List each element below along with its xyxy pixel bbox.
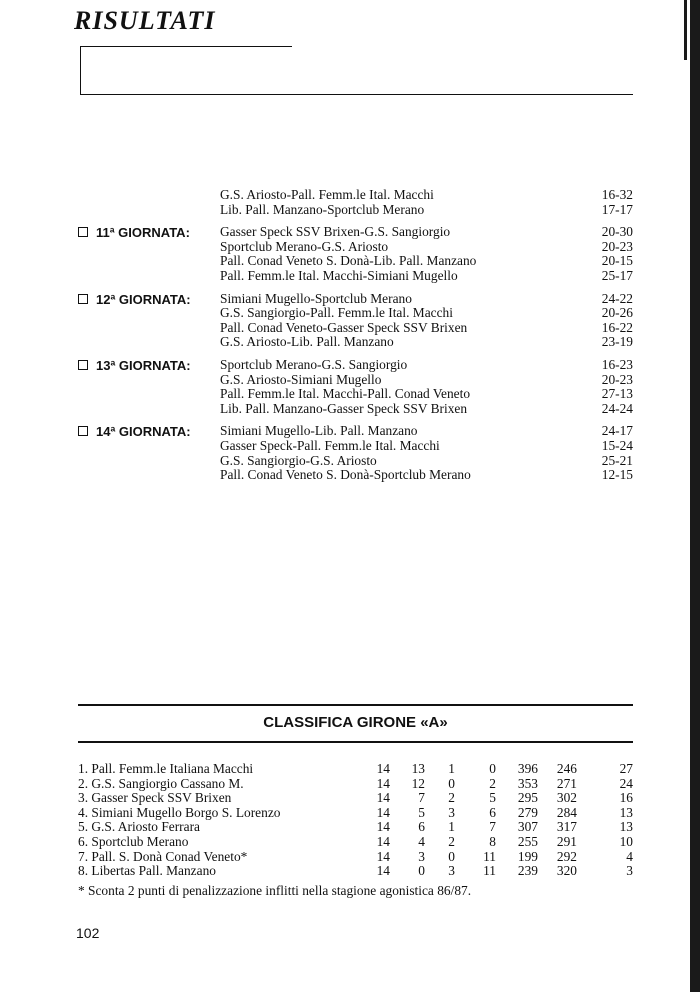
- goals-for: 199: [517, 848, 538, 864]
- match-score: 24-22: [601, 290, 633, 306]
- points: 13: [619, 804, 633, 820]
- draws: 1: [448, 819, 455, 835]
- draws: 0: [448, 775, 455, 791]
- team-name: 1. Pall. Femm.le Italiana Macchi: [78, 761, 254, 776]
- match-row: [78, 321, 633, 336]
- points: 10: [619, 833, 633, 849]
- losses: 7: [489, 819, 496, 835]
- match-teams: G.S. Ariosto-Lib. Pall. Manzano: [220, 334, 394, 350]
- team-name: 8. Libertas Pall. Manzano: [78, 863, 216, 879]
- match-score: 20-23: [601, 371, 633, 387]
- match-teams: Pall. Conad Veneto-Gasser Speck SSV Brixen: [220, 319, 468, 335]
- table-row: [78, 850, 633, 865]
- team-name: 4. Simiani Mugello Borgo S. Lorenzo: [78, 804, 281, 820]
- games-played: 14: [376, 819, 390, 835]
- wins: 0: [418, 863, 425, 879]
- table-row: [78, 762, 633, 777]
- match-row: [78, 358, 633, 373]
- losses: 11: [483, 863, 496, 879]
- round-label-text: 12ª GIORNATA:: [96, 291, 191, 307]
- team-name: 6. Sportclub Merano: [78, 833, 189, 849]
- match-teams: Gasser Speck SSV Brixen-G.S. Sangiorgio: [220, 224, 451, 240]
- standings-header: [78, 704, 633, 743]
- match-row: [78, 306, 633, 321]
- wins: 4: [418, 833, 425, 849]
- match-score: 24-24: [601, 400, 633, 416]
- match-group: [78, 292, 633, 350]
- match-teams: Simiani Mugello-Sportclub Merano: [220, 290, 412, 306]
- match-score: 20-26: [601, 305, 633, 321]
- match-row: [78, 188, 633, 203]
- table-row: [78, 791, 633, 806]
- match-row: [78, 335, 633, 350]
- match-group: [78, 225, 633, 283]
- points: 3: [626, 863, 633, 879]
- draws: 1: [448, 761, 455, 776]
- round-label-text: 11ª GIORNATA:: [96, 225, 190, 241]
- wins: 5: [418, 804, 425, 820]
- match-row: [78, 424, 633, 439]
- table-row: [78, 820, 633, 835]
- losses: 6: [489, 804, 496, 820]
- draws: 0: [448, 848, 455, 864]
- match-row: [78, 254, 633, 269]
- match-teams: G.S. Sangiorgio-G.S. Ariosto: [220, 452, 377, 468]
- team-name: 7. Pall. S. Donà Conad Veneto*: [78, 848, 248, 864]
- team-name: 2. G.S. Sangiorgio Cassano M.: [78, 775, 244, 791]
- match-score: 25-21: [601, 452, 633, 468]
- match-teams: Sportclub Merano-G.S. Sangiorgio: [220, 356, 408, 372]
- match-score: 16-32: [601, 187, 633, 202]
- match-teams: Lib. Pall. Manzano-Sportclub Merano: [220, 201, 425, 217]
- team-name: 5. G.S. Ariosto Ferrara: [78, 819, 200, 835]
- match-row: [78, 454, 633, 469]
- match-score: 12-15: [601, 467, 633, 483]
- points: 13: [619, 819, 633, 835]
- goals-for: 295: [517, 790, 538, 806]
- wins: 13: [411, 761, 425, 776]
- match-group: [78, 188, 633, 217]
- standings-title: CLASSIFICA GIRONE «A»: [263, 714, 448, 731]
- match-score: 24-17: [601, 423, 633, 439]
- wins: 3: [418, 848, 425, 864]
- points: 4: [626, 848, 633, 864]
- goals-for: 239: [517, 863, 538, 879]
- match-score: 15-24: [601, 437, 633, 453]
- losses: 2: [489, 775, 496, 791]
- games-played: 14: [376, 833, 390, 849]
- games-played: 14: [376, 790, 390, 806]
- round-label-text: 13ª GIORNATA:: [96, 357, 191, 373]
- match-score: 25-17: [601, 267, 633, 283]
- team-name: 3. Gasser Speck SSV Brixen: [78, 790, 232, 806]
- draws: 3: [448, 804, 455, 820]
- header-box: [80, 46, 633, 95]
- match-score: 16-22: [601, 319, 633, 335]
- match-score: 20-15: [601, 253, 633, 269]
- match-score: 16-23: [601, 356, 633, 372]
- match-row: [78, 225, 633, 240]
- footnote: * Sconta 2 punti di penalizzazione inflitti nella stagione agonistica 86/87.: [78, 883, 472, 898]
- games-played: 14: [376, 761, 390, 776]
- match-row: [78, 468, 633, 483]
- points: 27: [619, 761, 633, 776]
- goals-against: 291: [556, 833, 577, 849]
- page-title: RISULTATI: [74, 6, 216, 35]
- losses: 8: [489, 833, 496, 849]
- match-row: [78, 373, 633, 388]
- goals-against: 302: [556, 790, 577, 806]
- wins: 7: [418, 790, 425, 806]
- match-group: [78, 424, 633, 482]
- table-row: [78, 806, 633, 821]
- match-group: [78, 358, 633, 416]
- match-score: 20-23: [601, 238, 633, 254]
- draws: 2: [448, 833, 455, 849]
- wins: 6: [418, 819, 425, 835]
- wins: 12: [411, 775, 425, 791]
- match-score: 17-17: [601, 201, 633, 217]
- match-score: 23-19: [601, 334, 633, 350]
- match-row: [78, 387, 633, 402]
- match-score: 27-13: [601, 386, 633, 402]
- draws: 3: [448, 863, 455, 879]
- draws: 2: [448, 790, 455, 806]
- match-teams: Pall. Femm.le Ital. Macchi-Simiani Mugello: [220, 267, 458, 283]
- table-row: [78, 835, 633, 850]
- match-teams: Pall. Conad Veneto S. Donà-Sportclub Merano: [220, 467, 471, 483]
- match-teams: G.S. Sangiorgio-Pall. Femm.le Ital. Macchi: [220, 305, 453, 321]
- match-teams: Simiani Mugello-Lib. Pall. Manzano: [220, 423, 418, 439]
- goals-against: 320: [556, 863, 577, 879]
- page-edge-bar: [690, 0, 700, 992]
- goals-against: 246: [556, 761, 577, 776]
- table-row: [78, 777, 633, 792]
- goals-for: 255: [517, 833, 538, 849]
- match-results: [78, 188, 633, 491]
- match-row: [78, 203, 633, 218]
- match-teams: G.S. Ariosto-Simiani Mugello: [220, 371, 382, 387]
- match-teams: Pall. Conad Veneto S. Donà-Lib. Pall. Manzano: [220, 253, 477, 269]
- games-played: 14: [376, 848, 390, 864]
- games-played: 14: [376, 863, 390, 879]
- page-number: 102: [76, 925, 100, 941]
- table-row: [78, 864, 633, 879]
- points: 16: [619, 790, 633, 806]
- match-row: [78, 402, 633, 417]
- match-teams: Lib. Pall. Manzano-Gasser Speck SSV Brixen: [220, 400, 468, 416]
- match-row: [78, 269, 633, 284]
- match-score: 20-30: [601, 224, 633, 240]
- games-played: 14: [376, 775, 390, 791]
- match-teams: Gasser Speck-Pall. Femm.le Ital. Macchi: [220, 437, 440, 453]
- losses: 11: [483, 848, 496, 864]
- goals-against: 317: [556, 819, 577, 835]
- round-label-text: 14ª GIORNATA:: [96, 424, 191, 440]
- losses: 5: [489, 790, 496, 806]
- goals-against: 292: [556, 848, 577, 864]
- goals-against: 271: [556, 775, 577, 791]
- match-row: [78, 240, 633, 255]
- goals-for: 307: [517, 819, 538, 835]
- losses: 0: [489, 761, 496, 776]
- match-teams: G.S. Ariosto-Pall. Femm.le Ital. Macchi: [220, 187, 434, 202]
- goals-against: 284: [556, 804, 577, 820]
- goals-for: 396: [517, 761, 538, 776]
- points: 24: [619, 775, 633, 791]
- goals-for: 279: [517, 804, 538, 820]
- goals-for: 353: [517, 775, 538, 791]
- games-played: 14: [376, 804, 390, 820]
- match-teams: Sportclub Merano-G.S. Ariosto: [220, 238, 389, 254]
- match-teams: Pall. Femm.le Ital. Macchi-Pall. Conad Veneto: [220, 386, 471, 402]
- match-row: [78, 439, 633, 454]
- standings-table: [78, 762, 633, 879]
- match-row: [78, 292, 633, 307]
